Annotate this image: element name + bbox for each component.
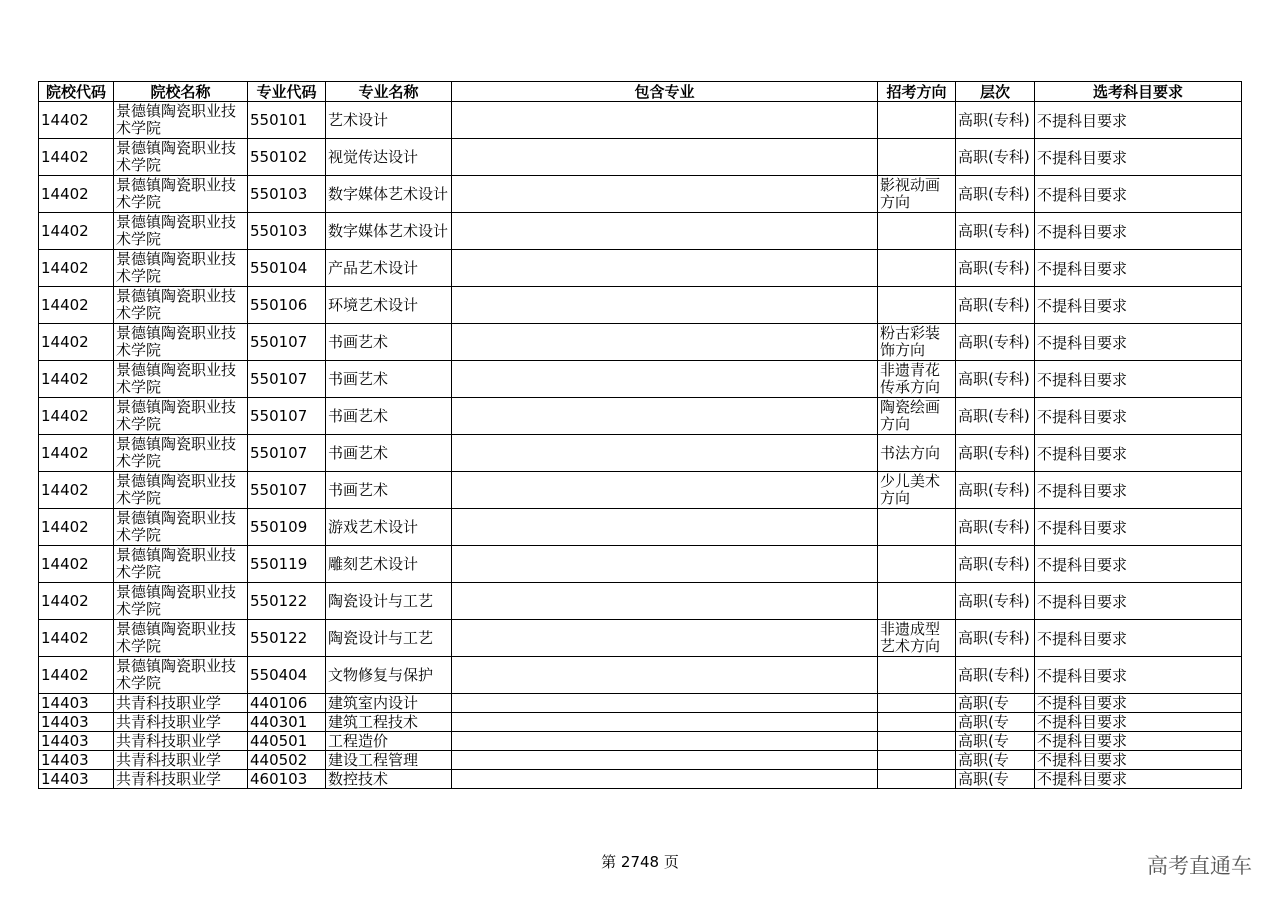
major-code-cell: 440502: [248, 751, 326, 770]
level-cell: 高职(专科): [956, 361, 1035, 398]
direction-cell: 影视动画方向: [878, 176, 956, 213]
table-row: [39, 657, 1242, 694]
major-name-cell: 雕刻艺术设计: [326, 546, 452, 583]
table-row: [39, 770, 1242, 789]
major-code-cell: 550107: [248, 435, 326, 472]
included-majors-cell: [452, 435, 878, 472]
major-code-cell: 550103: [248, 213, 326, 250]
page-number: 第 2748 页: [601, 853, 679, 871]
direction-cell: [878, 102, 956, 139]
table-row: [39, 398, 1242, 435]
major-code-cell: 550122: [248, 583, 326, 620]
direction-cell: 非遗青花传承方向: [878, 361, 956, 398]
school-name-cell: 景德镇陶瓷职业技术学院: [114, 139, 248, 176]
subject-requirement-cell: 不提科目要求: [1035, 713, 1242, 732]
level-cell: 高职(专: [956, 770, 1035, 789]
included-majors-cell: [452, 732, 878, 751]
major-name-cell: 书画艺术: [326, 435, 452, 472]
enrollment-table: [38, 81, 1242, 789]
major-name-cell: 数字媒体艺术设计: [326, 176, 452, 213]
major-name-cell: 视觉传达设计: [326, 139, 452, 176]
included-majors-cell: [452, 213, 878, 250]
major-code-cell: 550107: [248, 398, 326, 435]
major-code-cell: 550122: [248, 620, 326, 657]
school-name-cell: 景德镇陶瓷职业技术学院: [114, 361, 248, 398]
table-row: [39, 546, 1242, 583]
subject-requirement-cell: 不提科目要求: [1035, 509, 1242, 546]
school-name-cell: 景德镇陶瓷职业技术学院: [114, 435, 248, 472]
watermark: 高考直通车: [1147, 854, 1252, 878]
major-name-cell: 书画艺术: [326, 398, 452, 435]
school-name-cell: 景德镇陶瓷职业技术学院: [114, 509, 248, 546]
major-name-cell: 数控技术: [326, 770, 452, 789]
major-name-cell: 书画艺术: [326, 361, 452, 398]
school-code-cell: 14402: [39, 509, 114, 546]
header-school-code: 院校代码: [39, 82, 114, 102]
level-cell: 高职(专科): [956, 287, 1035, 324]
level-cell: 高职(专科): [956, 583, 1035, 620]
subject-requirement-cell: 不提科目要求: [1035, 770, 1242, 789]
subject-requirement-cell: 不提科目要求: [1035, 324, 1242, 361]
major-code-cell: 440106: [248, 694, 326, 713]
major-code-cell: 550102: [248, 139, 326, 176]
school-code-cell: 14402: [39, 361, 114, 398]
school-name-cell: 景德镇陶瓷职业技术学院: [114, 213, 248, 250]
major-name-cell: 建筑室内设计: [326, 694, 452, 713]
included-majors-cell: [452, 472, 878, 509]
level-cell: 高职(专科): [956, 472, 1035, 509]
school-name-cell: 共青科技职业学: [114, 713, 248, 732]
school-name-cell: 景德镇陶瓷职业技术学院: [114, 583, 248, 620]
direction-cell: [878, 546, 956, 583]
level-cell: 高职(专科): [956, 657, 1035, 694]
major-name-cell: 建筑工程技术: [326, 713, 452, 732]
direction-cell: [878, 583, 956, 620]
major-code-cell: 550103: [248, 176, 326, 213]
school-code-cell: 14402: [39, 324, 114, 361]
school-code-cell: 14403: [39, 694, 114, 713]
direction-cell: [878, 287, 956, 324]
level-cell: 高职(专科): [956, 213, 1035, 250]
school-code-cell: 14402: [39, 472, 114, 509]
school-name-cell: 景德镇陶瓷职业技术学院: [114, 546, 248, 583]
major-name-cell: 数字媒体艺术设计: [326, 213, 452, 250]
school-code-cell: 14402: [39, 583, 114, 620]
included-majors-cell: [452, 250, 878, 287]
table-row: [39, 102, 1242, 139]
subject-requirement-cell: 不提科目要求: [1035, 546, 1242, 583]
school-name-cell: 共青科技职业学: [114, 770, 248, 789]
major-name-cell: 陶瓷设计与工艺: [326, 583, 452, 620]
school-code-cell: 14402: [39, 176, 114, 213]
school-code-cell: 14403: [39, 732, 114, 751]
subject-requirement-cell: 不提科目要求: [1035, 435, 1242, 472]
table-row: [39, 751, 1242, 770]
major-code-cell: 550101: [248, 102, 326, 139]
table-row: [39, 361, 1242, 398]
level-cell: 高职(专: [956, 694, 1035, 713]
major-code-cell: 550106: [248, 287, 326, 324]
school-name-cell: 共青科技职业学: [114, 732, 248, 751]
level-cell: 高职(专科): [956, 176, 1035, 213]
school-name-cell: 景德镇陶瓷职业技术学院: [114, 287, 248, 324]
direction-cell: [878, 713, 956, 732]
included-majors-cell: [452, 713, 878, 732]
direction-cell: [878, 770, 956, 789]
major-code-cell: 550107: [248, 361, 326, 398]
direction-cell: [878, 250, 956, 287]
subject-requirement-cell: 不提科目要求: [1035, 361, 1242, 398]
school-code-cell: 14402: [39, 250, 114, 287]
included-majors-cell: [452, 583, 878, 620]
subject-requirement-cell: 不提科目要求: [1035, 176, 1242, 213]
header-included-majors: 包含专业: [452, 82, 878, 102]
major-name-cell: 书画艺术: [326, 324, 452, 361]
school-name-cell: 景德镇陶瓷职业技术学院: [114, 398, 248, 435]
level-cell: 高职(专科): [956, 102, 1035, 139]
subject-requirement-cell: 不提科目要求: [1035, 694, 1242, 713]
major-code-cell: 460103: [248, 770, 326, 789]
major-name-cell: 环境艺术设计: [326, 287, 452, 324]
direction-cell: 书法方向: [878, 435, 956, 472]
table-row: [39, 324, 1242, 361]
major-name-cell: 工程造价: [326, 732, 452, 751]
school-name-cell: 景德镇陶瓷职业技术学院: [114, 657, 248, 694]
level-cell: 高职(专科): [956, 435, 1035, 472]
major-name-cell: 文物修复与保护: [326, 657, 452, 694]
major-code-cell: 550109: [248, 509, 326, 546]
school-name-cell: 共青科技职业学: [114, 694, 248, 713]
table-row: [39, 435, 1242, 472]
direction-cell: [878, 694, 956, 713]
subject-requirement-cell: 不提科目要求: [1035, 472, 1242, 509]
included-majors-cell: [452, 546, 878, 583]
included-majors-cell: [452, 139, 878, 176]
school-code-cell: 14402: [39, 546, 114, 583]
school-code-cell: 14402: [39, 435, 114, 472]
subject-requirement-cell: 不提科目要求: [1035, 583, 1242, 620]
header-school-name: 院校名称: [114, 82, 248, 102]
direction-cell: [878, 139, 956, 176]
header-major-code: 专业代码: [248, 82, 326, 102]
school-name-cell: 景德镇陶瓷职业技术学院: [114, 250, 248, 287]
table-row: [39, 713, 1242, 732]
major-name-cell: 游戏艺术设计: [326, 509, 452, 546]
level-cell: 高职(专科): [956, 546, 1035, 583]
included-majors-cell: [452, 398, 878, 435]
school-code-cell: 14402: [39, 398, 114, 435]
table-row: [39, 213, 1242, 250]
direction-cell: [878, 509, 956, 546]
level-cell: 高职(专科): [956, 509, 1035, 546]
major-name-cell: 书画艺术: [326, 472, 452, 509]
subject-requirement-cell: 不提科目要求: [1035, 139, 1242, 176]
level-cell: 高职(专科): [956, 250, 1035, 287]
school-code-cell: 14403: [39, 770, 114, 789]
major-code-cell: 550104: [248, 250, 326, 287]
header-subject-requirement: 选考科目要求: [1035, 82, 1242, 102]
subject-requirement-cell: 不提科目要求: [1035, 657, 1242, 694]
direction-cell: [878, 732, 956, 751]
major-code-cell: 550107: [248, 472, 326, 509]
major-name-cell: 建设工程管理: [326, 751, 452, 770]
direction-cell: 非遗成型艺术方向: [878, 620, 956, 657]
header-major-name: 专业名称: [326, 82, 452, 102]
level-cell: 高职(专科): [956, 398, 1035, 435]
header-direction: 招考方向: [878, 82, 956, 102]
header-row: [39, 82, 1242, 102]
included-majors-cell: [452, 694, 878, 713]
school-name-cell: 景德镇陶瓷职业技术学院: [114, 620, 248, 657]
school-name-cell: 景德镇陶瓷职业技术学院: [114, 102, 248, 139]
level-cell: 高职(专科): [956, 324, 1035, 361]
subject-requirement-cell: 不提科目要求: [1035, 398, 1242, 435]
subject-requirement-cell: 不提科目要求: [1035, 620, 1242, 657]
included-majors-cell: [452, 287, 878, 324]
table-row: [39, 620, 1242, 657]
subject-requirement-cell: 不提科目要求: [1035, 213, 1242, 250]
direction-cell: [878, 213, 956, 250]
direction-cell: 粉古彩装饰方向: [878, 324, 956, 361]
included-majors-cell: [452, 620, 878, 657]
school-code-cell: 14402: [39, 620, 114, 657]
level-cell: 高职(专: [956, 732, 1035, 751]
school-code-cell: 14403: [39, 713, 114, 732]
school-code-cell: 14402: [39, 139, 114, 176]
table-row: [39, 250, 1242, 287]
school-code-cell: 14402: [39, 102, 114, 139]
subject-requirement-cell: 不提科目要求: [1035, 751, 1242, 770]
included-majors-cell: [452, 657, 878, 694]
included-majors-cell: [452, 509, 878, 546]
table-row: [39, 583, 1242, 620]
table-body: [39, 102, 1242, 789]
included-majors-cell: [452, 176, 878, 213]
major-code-cell: 550404: [248, 657, 326, 694]
level-cell: 高职(专科): [956, 620, 1035, 657]
school-code-cell: 14402: [39, 287, 114, 324]
school-name-cell: 景德镇陶瓷职业技术学院: [114, 324, 248, 361]
level-cell: 高职(专科): [956, 139, 1035, 176]
table-row: [39, 472, 1242, 509]
header-level: 层次: [956, 82, 1035, 102]
included-majors-cell: [452, 361, 878, 398]
included-majors-cell: [452, 751, 878, 770]
school-code-cell: 14402: [39, 657, 114, 694]
included-majors-cell: [452, 324, 878, 361]
school-code-cell: 14402: [39, 213, 114, 250]
school-code-cell: 14403: [39, 751, 114, 770]
subject-requirement-cell: 不提科目要求: [1035, 287, 1242, 324]
included-majors-cell: [452, 102, 878, 139]
included-majors-cell: [452, 770, 878, 789]
school-name-cell: 景德镇陶瓷职业技术学院: [114, 472, 248, 509]
table-row: [39, 139, 1242, 176]
table-row: [39, 509, 1242, 546]
major-code-cell: 550119: [248, 546, 326, 583]
direction-cell: [878, 751, 956, 770]
direction-cell: 陶瓷绘画方向: [878, 398, 956, 435]
major-code-cell: 550107: [248, 324, 326, 361]
level-cell: 高职(专: [956, 751, 1035, 770]
table-row: [39, 732, 1242, 751]
level-cell: 高职(专: [956, 713, 1035, 732]
direction-cell: 少儿美术方向: [878, 472, 956, 509]
school-name-cell: 共青科技职业学: [114, 751, 248, 770]
table-row: [39, 287, 1242, 324]
subject-requirement-cell: 不提科目要求: [1035, 102, 1242, 139]
major-name-cell: 产品艺术设计: [326, 250, 452, 287]
major-code-cell: 440501: [248, 732, 326, 751]
school-name-cell: 景德镇陶瓷职业技术学院: [114, 176, 248, 213]
table-row: [39, 176, 1242, 213]
direction-cell: [878, 657, 956, 694]
major-code-cell: 440301: [248, 713, 326, 732]
subject-requirement-cell: 不提科目要求: [1035, 732, 1242, 751]
table-row: [39, 694, 1242, 713]
major-name-cell: 艺术设计: [326, 102, 452, 139]
major-name-cell: 陶瓷设计与工艺: [326, 620, 452, 657]
subject-requirement-cell: 不提科目要求: [1035, 250, 1242, 287]
